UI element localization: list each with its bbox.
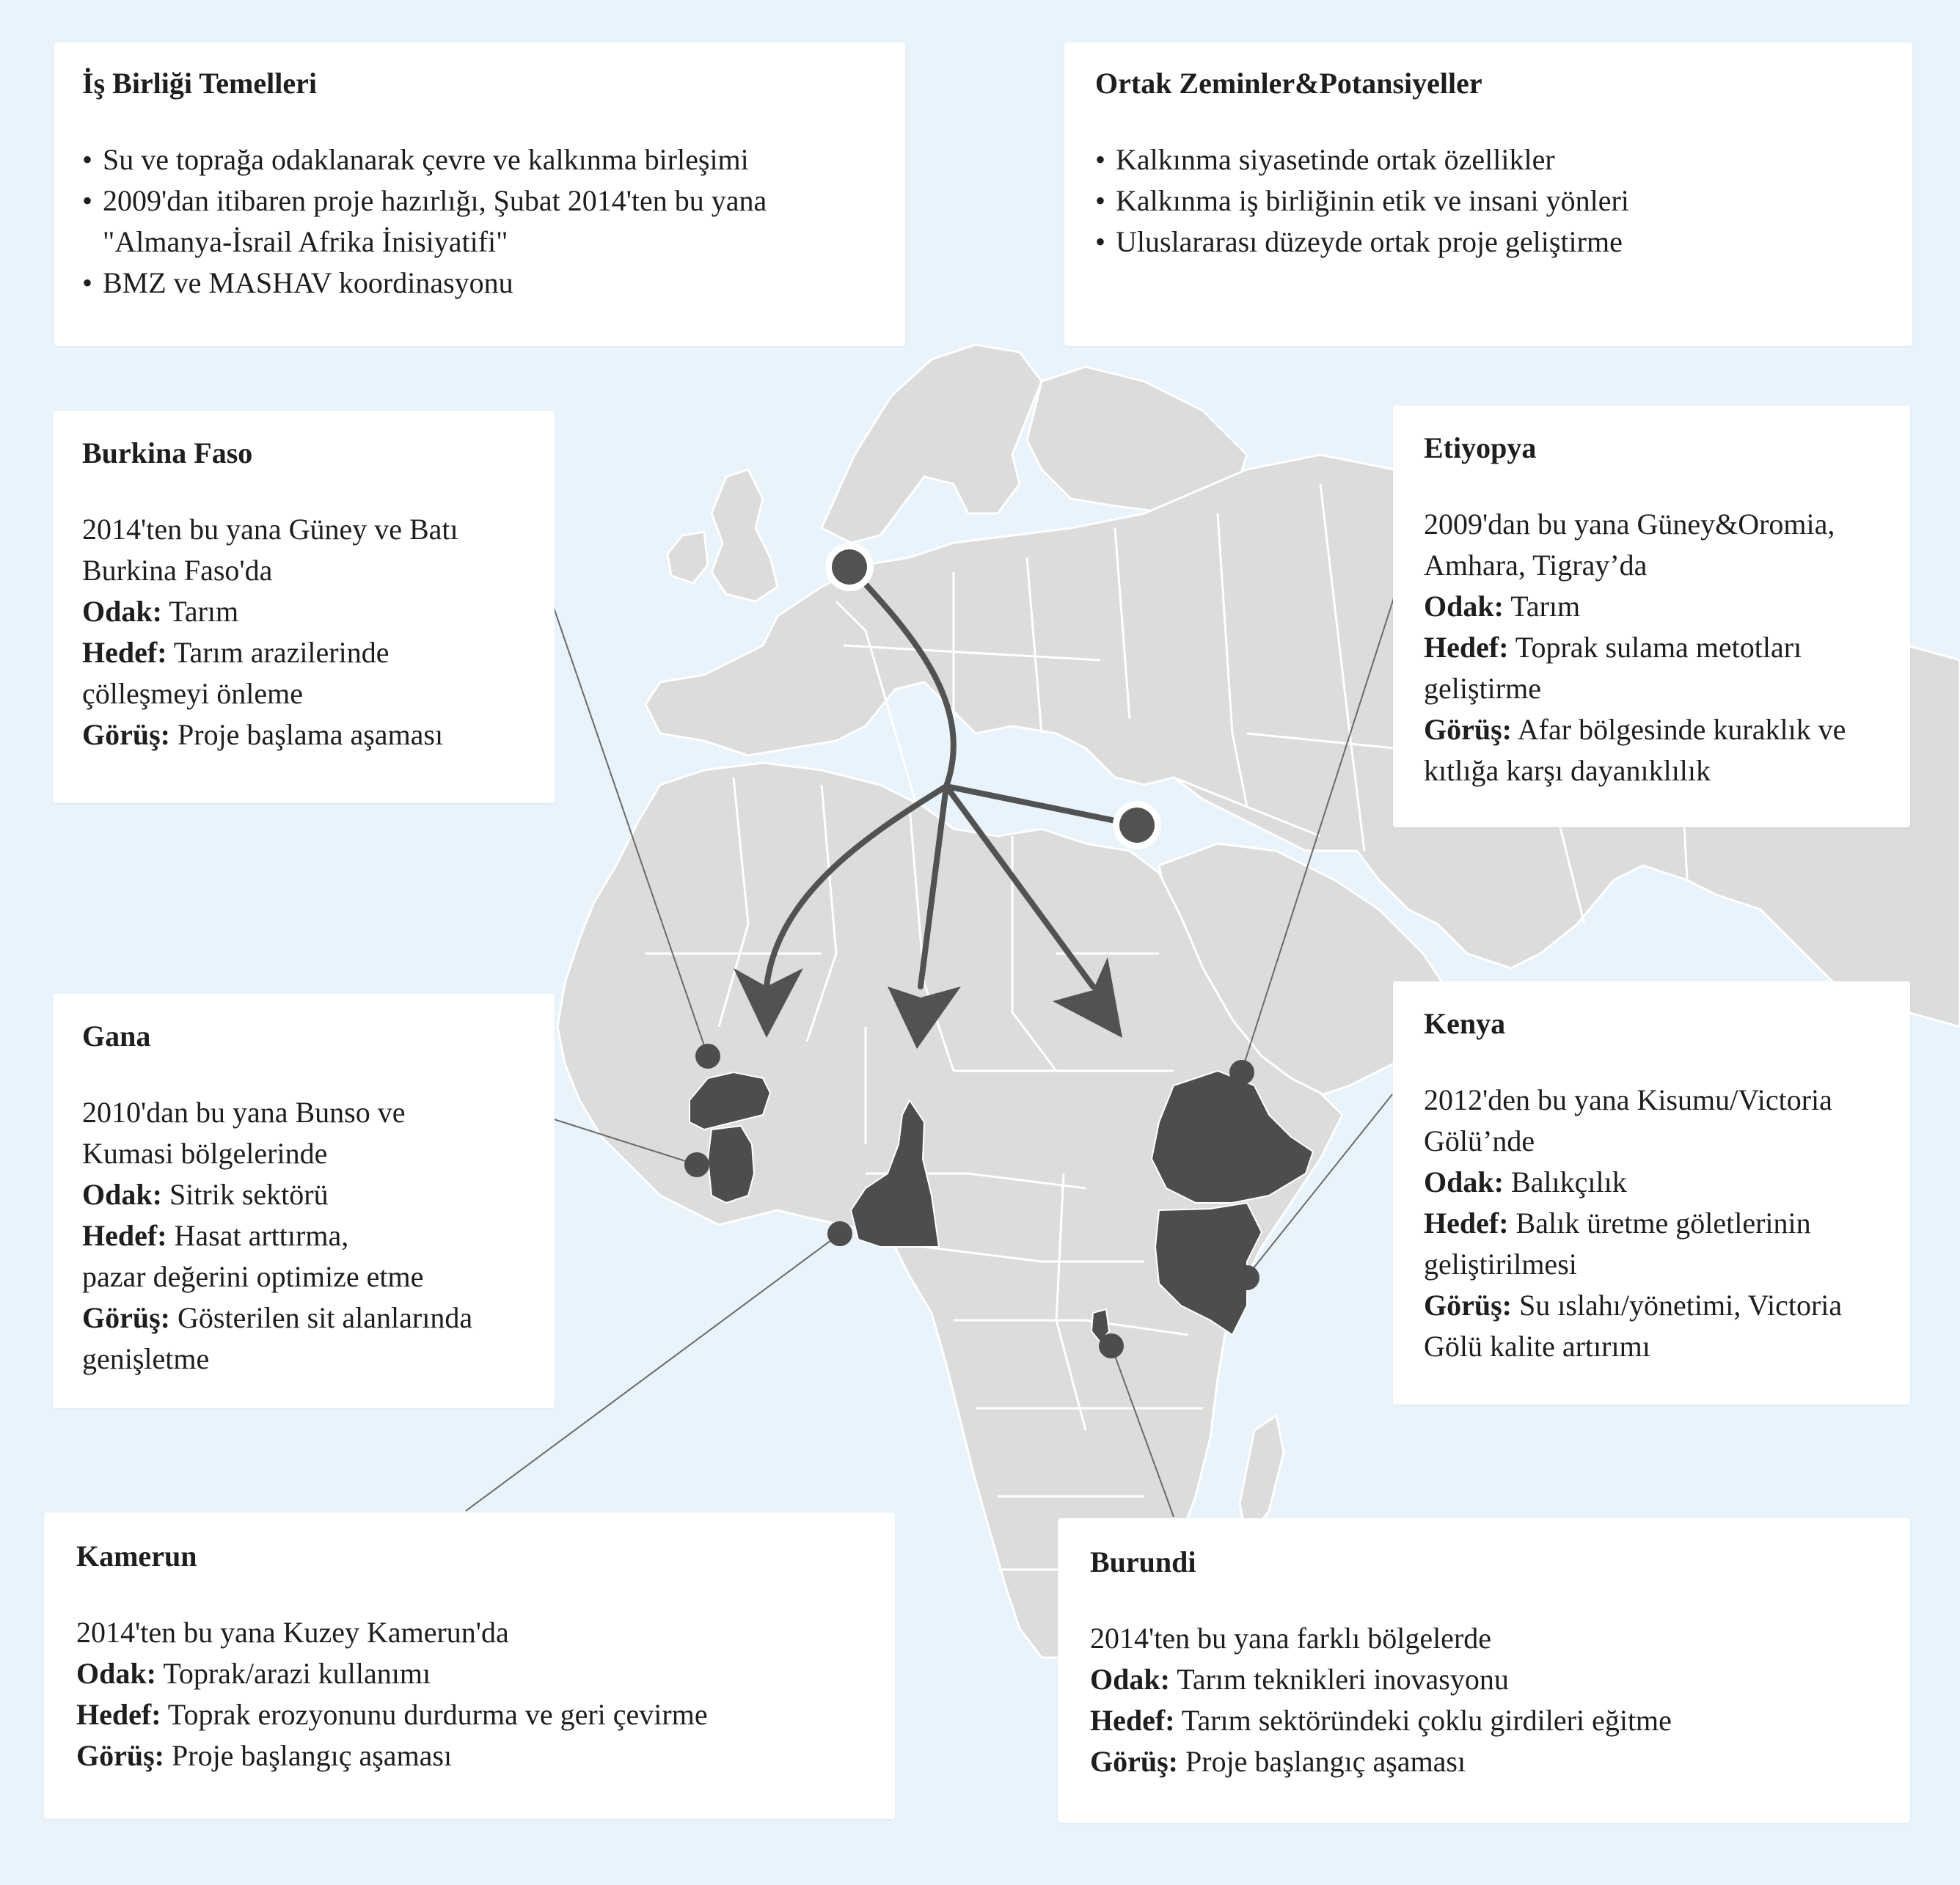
cameroon-marker	[827, 1221, 852, 1246]
ethiopia-intro-line: Amhara, Tigray’da	[1424, 549, 1648, 582]
outlook-value: Gösterilen sit alanlarında	[178, 1301, 473, 1334]
ethiopia-outlook-row	[1424, 709, 1879, 750]
ghana-focus-row	[82, 1174, 525, 1215]
goal-value: Toprak erozyonunu durdurma ve geri çevirme	[167, 1698, 708, 1731]
foundations-title: İş Birliği Temelleri	[82, 67, 317, 100]
outlook-value: Proje başlangıç aşaması	[172, 1739, 453, 1772]
kenya-goal-cont: geliştirilmesi	[1424, 1248, 1577, 1281]
outlook-value: Proje başlangıç aşaması	[1185, 1745, 1466, 1778]
ghana-card	[53, 994, 555, 1408]
burkina-faso-title: Burkina Faso	[82, 436, 253, 469]
goal-label: Hedef:	[1424, 631, 1509, 664]
kenya-body	[1424, 1080, 1879, 1367]
burkina-faso-body	[82, 509, 525, 755]
ghana-outlook-row	[82, 1297, 525, 1339]
goal-value: Toprak sulama metotları	[1515, 631, 1802, 664]
ethiopia-outlook-cont: kıtlığa karşı dayanıklılık	[1424, 754, 1711, 787]
outlook-label: Görüş:	[1424, 1289, 1512, 1322]
cameroon-goal-row	[76, 1694, 863, 1735]
burkina-faso-focus-row	[82, 591, 525, 632]
outlook-value: Su ıslahı/yönetimi, Victoria	[1519, 1289, 1843, 1322]
outlook-label: Görüş:	[1424, 713, 1512, 746]
outlook-label: Görüş:	[82, 718, 170, 751]
outlook-label: Görüş:	[82, 1301, 170, 1334]
ethiopia-title: Etiyopya	[1424, 431, 1537, 464]
outlook-value: Afar bölgesinde kuraklık ve	[1517, 713, 1846, 746]
ghana-body	[82, 1092, 525, 1380]
ghana-intro-line: 2010'dan bu yana Bunso ve	[82, 1096, 406, 1129]
focus-label: Odak:	[76, 1657, 156, 1690]
focus-label: Odak:	[1424, 1165, 1504, 1198]
burkina-faso-intro-line: 2014'ten bu yana Güney ve Batı	[82, 513, 458, 546]
focus-label: Odak:	[1090, 1663, 1170, 1696]
cameroon-focus-row	[76, 1653, 863, 1694]
common-ground-title: Ortak Zeminler&Potansiyeller	[1095, 67, 1482, 100]
burkina-faso-goal-row	[82, 632, 525, 673]
burundi-card	[1058, 1518, 1910, 1823]
focus-value: Tarım teknikleri inovasyonu	[1177, 1663, 1509, 1696]
kenya-marker	[1235, 1265, 1259, 1290]
burundi-goal-row	[1090, 1700, 1878, 1741]
ethiopia-goal-row	[1424, 627, 1879, 668]
burundi-focus-row	[1090, 1659, 1878, 1700]
ethiopia-goal-cont: geliştirme	[1424, 672, 1541, 705]
ghana-shape	[708, 1126, 754, 1203]
kenya-outlook-cont: Gölü kalite artırımı	[1424, 1330, 1650, 1363]
focus-value: Balıkçılık	[1510, 1165, 1627, 1198]
kenya-goal-row	[1424, 1203, 1879, 1244]
ethiopia-intro-line: 2009'dan bu yana Güney&Oromia,	[1424, 508, 1835, 541]
foundations-list	[82, 139, 877, 304]
kenya-focus-row	[1424, 1162, 1879, 1203]
focus-value: Tarım	[169, 595, 239, 628]
cameroon-outlook-row	[76, 1735, 863, 1776]
burkina-faso-intro-line: Burkina Faso'da	[82, 554, 273, 587]
burundi-intro-line: 2014'ten bu yana farklı bölgelerde	[1090, 1622, 1492, 1655]
goal-label: Hedef:	[1424, 1207, 1509, 1240]
common-ground-item: • Kalkınma siyasetinde ortak özellikler	[1095, 139, 1882, 180]
burkina-faso-outlook-row	[82, 714, 525, 755]
kenya-title: Kenya	[1424, 1007, 1506, 1040]
common-ground-item: • Uluslararası düzeyde ortak proje geliştirme	[1095, 222, 1882, 263]
focus-label: Odak:	[82, 595, 162, 628]
ghana-outlook-cont: genişletme	[82, 1342, 210, 1375]
common-ground-item: • Kalkınma iş birliğinin etik ve insani yönleri	[1095, 180, 1882, 222]
ghana-goal-cont: pazar değerini optimize etme	[82, 1260, 424, 1293]
foundations-item: • BMZ ve MASHAV koordinasyonu	[82, 263, 877, 304]
goal-value: Hasat arttırma,	[174, 1219, 349, 1252]
goal-value: Balık üretme göletlerinin	[1515, 1207, 1811, 1240]
germany-node-inner	[832, 549, 867, 585]
cameroon-intro-line: 2014'ten bu yana Kuzey Kamerun'da	[76, 1616, 509, 1649]
outlook-label: Görüş:	[1090, 1745, 1178, 1778]
focus-value: Toprak/arazi kullanımı	[163, 1657, 431, 1690]
focus-value: Sitrik sektörü	[169, 1178, 329, 1211]
cameroon-card	[44, 1512, 895, 1819]
burundi-marker	[1099, 1333, 1124, 1358]
goal-label: Hedef:	[82, 1219, 167, 1252]
israel-node-inner	[1119, 808, 1155, 843]
ethiopia-marker	[1229, 1060, 1254, 1085]
cameroon-body	[76, 1612, 863, 1776]
goal-label: Hedef:	[82, 636, 167, 669]
ethiopia-focus-row	[1424, 586, 1879, 627]
kenya-card	[1393, 981, 1910, 1405]
focus-value: Tarım	[1510, 590, 1581, 623]
focus-label: Odak:	[1424, 590, 1504, 623]
kenya-outlook-row	[1424, 1285, 1879, 1326]
burkina-faso-marker	[695, 1044, 720, 1069]
outlook-value: Proje başlama aşaması	[178, 718, 444, 751]
foundations-item: • 2009'dan itibaren proje hazırlığı, Şubat 2014'ten bu yana "Almanya-İsrail Afrika İnisiyatifi"	[82, 180, 877, 263]
burundi-title: Burundi	[1090, 1545, 1196, 1578]
foundations-item: • Su ve toprağa odaklanarak çevre ve kalkınma birleşimi	[82, 139, 877, 180]
ghana-title: Gana	[82, 1020, 151, 1053]
goal-label: Hedef:	[1090, 1704, 1175, 1737]
ethiopia-body	[1424, 504, 1879, 791]
outlook-label: Görüş:	[76, 1739, 164, 1772]
ghana-intro-line: Kumasi bölgelerinde	[82, 1137, 328, 1170]
goal-value: Tarım arazilerinde	[173, 636, 390, 669]
burundi-body	[1090, 1618, 1878, 1782]
common-ground-list	[1095, 139, 1882, 263]
burkina-faso-goal-cont: çölleşmeyi önleme	[82, 677, 304, 710]
ethiopia-card	[1393, 406, 1910, 827]
burkina-faso-card	[53, 411, 555, 803]
kenya-intro-line: 2012'den bu yana Kisumu/Victoria	[1424, 1083, 1832, 1116]
burundi-outlook-row	[1090, 1741, 1878, 1782]
ghana-marker	[684, 1152, 709, 1177]
focus-label: Odak:	[82, 1178, 162, 1211]
ghana-goal-row	[82, 1215, 525, 1256]
kenya-intro-line: Gölü’nde	[1424, 1124, 1535, 1157]
cameroon-title: Kamerun	[76, 1540, 197, 1573]
foundations-card	[54, 43, 905, 346]
goal-label: Hedef:	[76, 1698, 161, 1731]
common-ground-card	[1064, 43, 1912, 346]
goal-value: Tarım sektöründeki çoklu girdileri eğitme	[1181, 1704, 1672, 1737]
